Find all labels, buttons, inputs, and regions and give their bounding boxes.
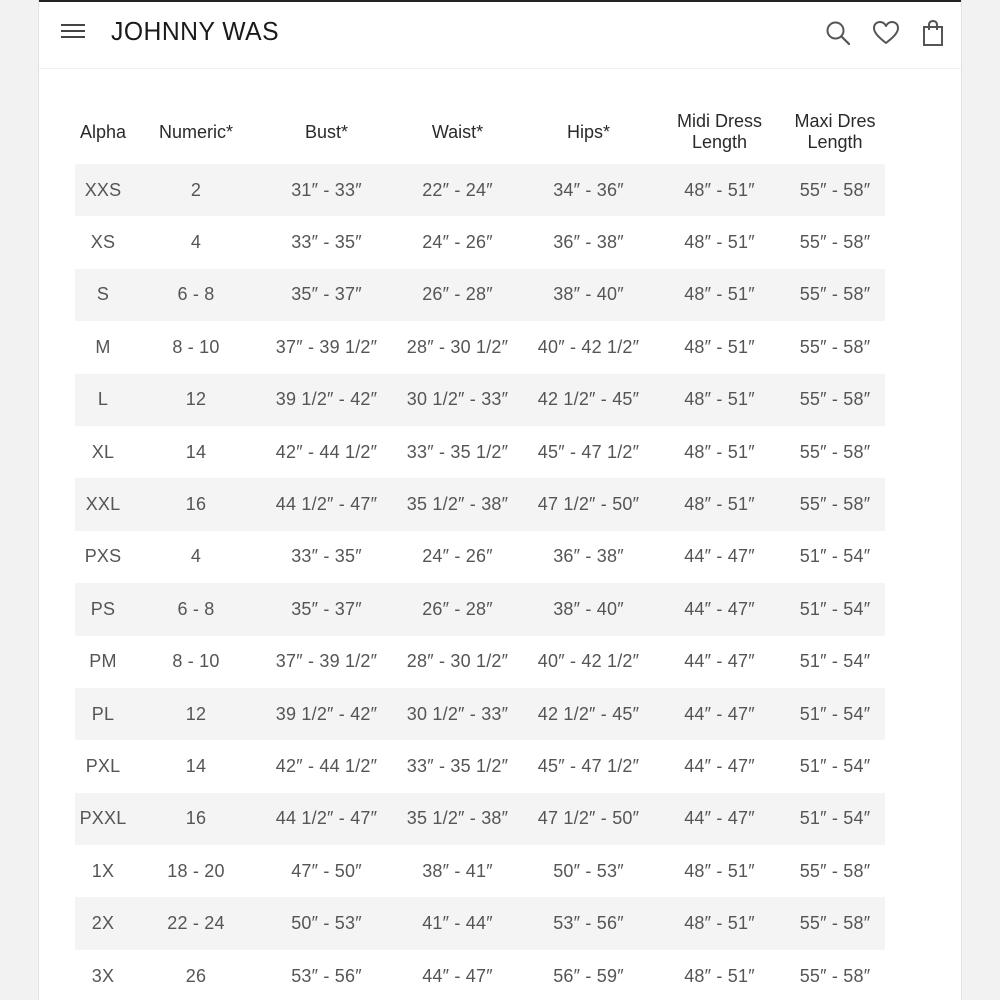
cell-bust: 44 1/2″ - 47″ <box>261 793 392 845</box>
table-row <box>75 321 885 373</box>
cell-waist: 41″ - 44″ <box>392 897 523 949</box>
cell-alpha: XXS <box>75 164 131 216</box>
column-header-midi-dress-length: Midi Dress Length <box>676 111 762 152</box>
cell-midi-dress-length: 48″ - 51″ <box>654 897 785 949</box>
table-row <box>75 164 885 216</box>
cell-midi-dress-length: 48″ - 51″ <box>654 845 785 897</box>
cell-numeric: 4 <box>131 531 261 583</box>
column-header-maxi-dress-length: Maxi Dres Length <box>794 111 876 152</box>
brand-logo[interactable]: JOHNNY WAS <box>111 16 280 46</box>
search-icon[interactable] <box>823 18 853 48</box>
cell-hips: 34″ - 36″ <box>523 164 654 216</box>
cell-hips: 50″ - 53″ <box>523 845 654 897</box>
cell-midi-dress-length: 44″ - 47″ <box>654 636 785 688</box>
cell-alpha: L <box>75 374 131 426</box>
cell-hips: 47 1/2″ - 50″ <box>523 478 654 530</box>
table-row <box>75 740 885 792</box>
cell-waist: 30 1/2″ - 33″ <box>392 688 523 740</box>
table-row <box>75 269 885 321</box>
cell-waist: 33″ - 35 1/2″ <box>392 426 523 478</box>
cell-maxi-dress-length: 55″ - 58″ <box>785 897 885 949</box>
cell-waist: 35 1/2″ - 38″ <box>392 478 523 530</box>
cell-alpha: PL <box>75 688 131 740</box>
cell-bust: 44 1/2″ - 47″ <box>261 478 392 530</box>
table-row <box>75 845 885 897</box>
menu-icon[interactable] <box>61 22 85 40</box>
cell-waist: 33″ - 35 1/2″ <box>392 740 523 792</box>
table-row <box>75 688 885 740</box>
cell-waist: 26″ - 28″ <box>392 269 523 321</box>
cell-bust: 31″ - 33″ <box>261 164 392 216</box>
cell-numeric: 12 <box>131 688 261 740</box>
cell-waist: 22″ - 24″ <box>392 164 523 216</box>
cell-midi-dress-length: 48″ - 51″ <box>654 164 785 216</box>
cell-hips: 36″ - 38″ <box>523 531 654 583</box>
cell-numeric: 6 - 8 <box>131 583 261 635</box>
cell-waist: 35 1/2″ - 38″ <box>392 793 523 845</box>
cell-hips: 40″ - 42 1/2″ <box>523 321 654 373</box>
cell-hips: 40″ - 42 1/2″ <box>523 636 654 688</box>
size-guide-page <box>38 0 962 1000</box>
table-row <box>75 950 885 1000</box>
cell-hips: 38″ - 40″ <box>523 583 654 635</box>
cell-maxi-dress-length: 51″ - 54″ <box>785 636 885 688</box>
cell-alpha: XL <box>75 426 131 478</box>
cell-alpha: PS <box>75 583 131 635</box>
top-navigation-bar <box>39 0 961 69</box>
cell-numeric: 16 <box>131 478 261 530</box>
cell-alpha: XXL <box>75 478 131 530</box>
cell-numeric: 16 <box>131 793 261 845</box>
cell-bust: 53″ - 56″ <box>261 950 392 1000</box>
cell-waist: 24″ - 26″ <box>392 531 523 583</box>
cell-bust: 42″ - 44 1/2″ <box>261 740 392 792</box>
cell-hips: 36″ - 38″ <box>523 216 654 268</box>
cell-midi-dress-length: 44″ - 47″ <box>654 740 785 792</box>
cell-waist: 44″ - 47″ <box>392 950 523 1000</box>
bag-icon[interactable] <box>918 18 948 48</box>
cell-maxi-dress-length: 55″ - 58″ <box>785 478 885 530</box>
cell-numeric: 8 - 10 <box>131 636 261 688</box>
cell-numeric: 6 - 8 <box>131 269 261 321</box>
cell-hips: 53″ - 56″ <box>523 897 654 949</box>
cell-waist: 28″ - 30 1/2″ <box>392 321 523 373</box>
cell-maxi-dress-length: 55″ - 58″ <box>785 164 885 216</box>
cell-alpha: S <box>75 269 131 321</box>
cell-maxi-dress-length: 55″ - 58″ <box>785 321 885 373</box>
cell-maxi-dress-length: 51″ - 54″ <box>785 688 885 740</box>
cell-maxi-dress-length: 55″ - 58″ <box>785 426 885 478</box>
cell-numeric: 4 <box>131 216 261 268</box>
cell-hips: 42 1/2″ - 45″ <box>523 688 654 740</box>
cell-midi-dress-length: 48″ - 51″ <box>654 269 785 321</box>
table-header-row <box>75 100 885 164</box>
column-header-waist: Waist* <box>431 121 484 142</box>
cell-hips: 42 1/2″ - 45″ <box>523 374 654 426</box>
table-row <box>75 793 885 845</box>
cell-bust: 50″ - 53″ <box>261 897 392 949</box>
cell-midi-dress-length: 48″ - 51″ <box>654 321 785 373</box>
table-body <box>75 164 885 1000</box>
cell-maxi-dress-length: 55″ - 58″ <box>785 216 885 268</box>
cell-waist: 38″ - 41″ <box>392 845 523 897</box>
table-row <box>75 531 885 583</box>
table-row <box>75 897 885 949</box>
cell-midi-dress-length: 48″ - 51″ <box>654 950 785 1000</box>
cell-waist: 26″ - 28″ <box>392 583 523 635</box>
cell-bust: 39 1/2″ - 42″ <box>261 374 392 426</box>
cell-maxi-dress-length: 51″ - 54″ <box>785 740 885 792</box>
cell-maxi-dress-length: 55″ - 58″ <box>785 845 885 897</box>
cell-midi-dress-length: 44″ - 47″ <box>654 793 785 845</box>
column-header-alpha: Alpha <box>79 121 127 142</box>
cell-bust: 35″ - 37″ <box>261 269 392 321</box>
cell-numeric: 2 <box>131 164 261 216</box>
cell-waist: 30 1/2″ - 33″ <box>392 374 523 426</box>
top-divider <box>39 0 961 2</box>
table-row <box>75 216 885 268</box>
cell-numeric: 8 - 10 <box>131 321 261 373</box>
cell-maxi-dress-length: 51″ - 54″ <box>785 793 885 845</box>
cell-maxi-dress-length: 55″ - 58″ <box>785 269 885 321</box>
cell-numeric: 22 - 24 <box>131 897 261 949</box>
cell-bust: 42″ - 44 1/2″ <box>261 426 392 478</box>
cell-alpha: XS <box>75 216 131 268</box>
cell-bust: 33″ - 35″ <box>261 216 392 268</box>
cell-midi-dress-length: 48″ - 51″ <box>654 426 785 478</box>
table-row <box>75 426 885 478</box>
heart-icon[interactable] <box>871 18 901 48</box>
cell-maxi-dress-length: 55″ - 58″ <box>785 374 885 426</box>
cell-alpha: 1X <box>75 845 131 897</box>
cell-alpha: PM <box>75 636 131 688</box>
cell-hips: 45″ - 47 1/2″ <box>523 426 654 478</box>
cell-alpha: PXL <box>75 740 131 792</box>
cell-maxi-dress-length: 51″ - 54″ <box>785 583 885 635</box>
column-header-hips: Hips* <box>566 121 610 142</box>
cell-bust: 47″ - 50″ <box>261 845 392 897</box>
cell-midi-dress-length: 48″ - 51″ <box>654 374 785 426</box>
cell-alpha: 3X <box>75 950 131 1000</box>
cell-alpha: 2X <box>75 897 131 949</box>
cell-numeric: 12 <box>131 374 261 426</box>
table-row <box>75 478 885 530</box>
cell-bust: 35″ - 37″ <box>261 583 392 635</box>
cell-midi-dress-length: 44″ - 47″ <box>654 688 785 740</box>
cell-alpha: PXXL <box>75 793 131 845</box>
cell-midi-dress-length: 48″ - 51″ <box>654 216 785 268</box>
cell-maxi-dress-length: 55″ - 58″ <box>785 950 885 1000</box>
cell-numeric: 14 <box>131 740 261 792</box>
cell-midi-dress-length: 44″ - 47″ <box>654 583 785 635</box>
cell-midi-dress-length: 44″ - 47″ <box>654 531 785 583</box>
cell-midi-dress-length: 48″ - 51″ <box>654 478 785 530</box>
cell-maxi-dress-length: 51″ - 54″ <box>785 531 885 583</box>
cell-hips: 56″ - 59″ <box>523 950 654 1000</box>
cell-hips: 47 1/2″ - 50″ <box>523 793 654 845</box>
cell-numeric: 18 - 20 <box>131 845 261 897</box>
cell-hips: 45″ - 47 1/2″ <box>523 740 654 792</box>
cell-alpha: M <box>75 321 131 373</box>
cell-hips: 38″ - 40″ <box>523 269 654 321</box>
table-row <box>75 583 885 635</box>
cell-numeric: 26 <box>131 950 261 1000</box>
table-row <box>75 636 885 688</box>
table-row <box>75 374 885 426</box>
cell-bust: 33″ - 35″ <box>261 531 392 583</box>
column-header-numeric: Numeric* <box>158 121 233 142</box>
cell-waist: 24″ - 26″ <box>392 216 523 268</box>
column-header-bust: Bust* <box>304 121 349 142</box>
cell-bust: 37″ - 39 1/2″ <box>261 321 392 373</box>
cell-numeric: 14 <box>131 426 261 478</box>
cell-bust: 37″ - 39 1/2″ <box>261 636 392 688</box>
size-chart-table <box>75 100 885 1000</box>
cell-alpha: PXS <box>75 531 131 583</box>
cell-waist: 28″ - 30 1/2″ <box>392 636 523 688</box>
cell-bust: 39 1/2″ - 42″ <box>261 688 392 740</box>
